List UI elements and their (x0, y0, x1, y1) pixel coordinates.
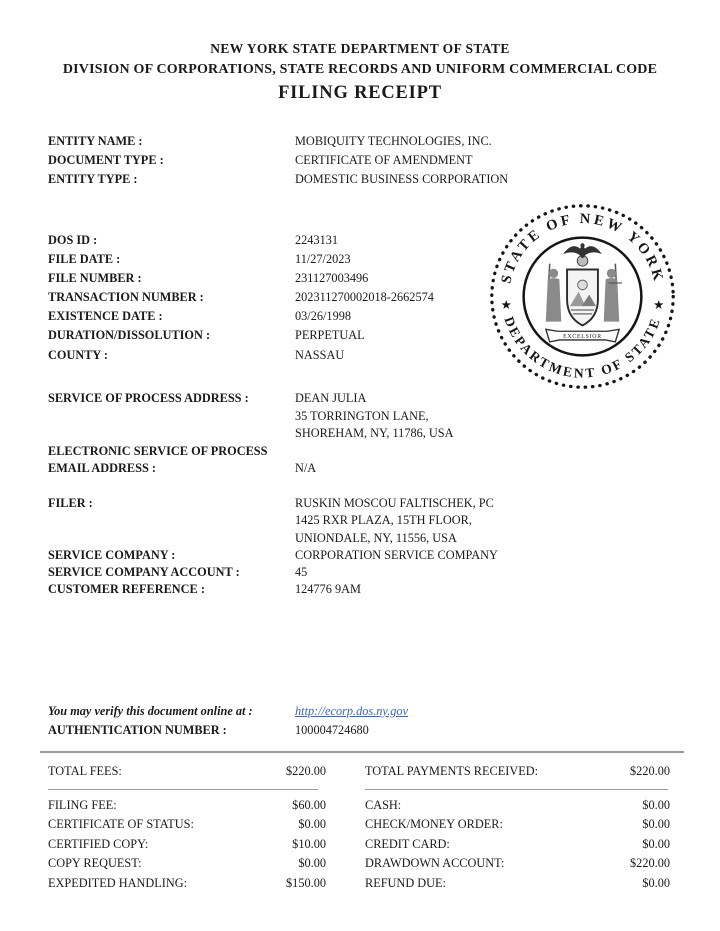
filing-details-section (48, 231, 434, 365)
drawdown-account-row (365, 854, 670, 873)
seal-right-star-icon: ★ (653, 298, 665, 313)
file-date-value: 11/27/2023 (295, 252, 351, 267)
total-fees-value: $220.00 (286, 764, 326, 778)
total-fees-label: TOTAL FEES: (48, 764, 122, 778)
duration-dissolution-label: DURATION/DISSOLUTION : (48, 328, 211, 343)
document-type-label: DOCUMENT TYPE : (48, 153, 164, 168)
existence-date-row (48, 307, 434, 326)
filer-row (48, 495, 498, 512)
seal-left-star-icon: ★ (500, 298, 512, 313)
fees-breakdown (48, 796, 326, 893)
file-number-label: FILE NUMBER : (48, 271, 142, 286)
customer-reference-value: 124776 9AM (295, 582, 361, 597)
total-fees-row (48, 761, 326, 781)
duration-dissolution-value: PERPETUAL (295, 328, 365, 343)
check-money-order-label: CHECK/MONEY ORDER: (365, 817, 503, 832)
service-company-account-value: 45 (295, 565, 308, 580)
filer-line3: UNIONDALE, NY, 11556, USA (295, 530, 457, 545)
service-of-process-section (48, 390, 454, 478)
authentication-number-label: AUTHENTICATION NUMBER : (48, 722, 227, 737)
sop-address-label: SERVICE OF PROCESS ADDRESS : (48, 391, 249, 405)
entity-type-row (48, 170, 508, 189)
drawdown-account-value: $220.00 (630, 856, 670, 871)
expedited-handling-value: $150.00 (286, 875, 326, 890)
sop-address-row (48, 390, 454, 408)
ny-department-of-state-seal (486, 200, 679, 393)
authentication-number-value: 100004724680 (295, 722, 369, 737)
copy-request-value: $0.00 (298, 856, 326, 871)
file-date-label: FILE DATE : (48, 252, 121, 267)
dos-id-label: DOS ID : (48, 233, 98, 247)
drawdown-account-label: DRAWDOWN ACCOUNT: (365, 856, 505, 871)
expedited-handling-label: EXPEDITED HANDLING: (48, 875, 188, 890)
filing-fee-row (48, 796, 326, 815)
existence-date-value: 03/26/1998 (295, 309, 352, 324)
seal-bottom-text: DEPARTMENT OF STATE (501, 314, 664, 381)
file-number-value: 231127003496 (295, 271, 369, 286)
certificate-of-status-label: CERTIFICATE OF STATUS: (48, 817, 194, 832)
service-company-label: SERVICE COMPANY : (48, 547, 176, 562)
filer-section (48, 495, 498, 599)
customer-reference-row (48, 581, 498, 598)
certified-copy-row (48, 835, 326, 854)
certificate-of-status-row (48, 815, 326, 834)
service-company-value: CORPORATION SERVICE COMPANY (295, 547, 498, 562)
sop-address-row3 (48, 425, 454, 443)
check-money-order-value: $0.00 (642, 817, 670, 832)
electronic-sop-label: ELECTRONIC SERVICE OF PROCESS (48, 443, 268, 458)
verify-online-row (48, 702, 408, 721)
filer-row3 (48, 530, 498, 547)
refund-due-row (365, 874, 670, 893)
county-row (48, 346, 434, 365)
payments-breakdown (365, 796, 670, 893)
copy-request-row (48, 854, 326, 873)
verify-url-link[interactable]: http://ecorp.dos.ny.gov (295, 704, 409, 718)
cash-row (365, 796, 670, 815)
refund-due-value: $0.00 (642, 875, 670, 890)
email-address-row (48, 460, 454, 478)
transaction-number-label: TRANSACTION NUMBER : (48, 290, 204, 305)
file-number-row (48, 269, 434, 288)
sop-address-row2 (48, 408, 454, 426)
customer-reference-label: CUSTOMER REFERENCE : (48, 582, 205, 597)
excelsior-banner (546, 329, 619, 342)
document-type-value: CERTIFICATE OF AMENDMENT (295, 153, 473, 168)
sop-address-line2: 35 TORRINGTON LANE, (295, 408, 429, 423)
shield-icon (567, 269, 598, 325)
certificate-of-status-value: $0.00 (298, 817, 326, 832)
agency-name: NEW YORK STATE DEPARTMENT OF STATE (210, 41, 510, 56)
transaction-number-row (48, 288, 434, 307)
fees-column-divider (48, 789, 318, 790)
total-payments-label: TOTAL PAYMENTS RECEIVED: (365, 764, 539, 778)
horizontal-divider (40, 751, 684, 753)
filing-fee-value: $60.00 (292, 798, 326, 812)
duration-dissolution-row (48, 326, 434, 345)
refund-due-label: REFUND DUE: (365, 875, 446, 890)
credit-card-label: CREDIT CARD: (365, 836, 450, 851)
entity-name-value: MOBIQUITY TECHNOLOGIES, INC. (295, 134, 492, 148)
document-type-row (48, 151, 508, 170)
spacer-label (48, 512, 295, 529)
sop-address-line3: SHOREHAM, NY, 11786, USA (295, 426, 454, 440)
cash-label: CASH: (365, 798, 402, 812)
transaction-number-value: 202311270002018-2662574 (295, 290, 434, 305)
copy-request-label: COPY REQUEST: (48, 856, 142, 871)
entity-type-label: ENTITY TYPE : (48, 172, 138, 187)
division-name: DIVISION OF CORPORATIONS, STATE RECORDS AND UNIFORM COMMERCIAL CODE (62, 62, 658, 77)
spacer-value (295, 443, 454, 461)
county-label: COUNTY : (48, 347, 109, 362)
total-payments-value: $220.00 (630, 764, 670, 778)
verify-online-label: You may verify this document online at : (48, 704, 253, 718)
sop-address-line1: DEAN JULIA (295, 391, 367, 405)
entity-type-value: DOMESTIC BUSINESS CORPORATION (295, 172, 509, 187)
credit-card-row (365, 835, 670, 854)
spacer-label (48, 408, 295, 426)
dos-id-row (48, 231, 434, 250)
check-money-order-row (365, 815, 670, 834)
seal-top-text: STATE OF NEW YORK (498, 210, 667, 286)
electronic-sop-row (48, 443, 454, 461)
total-payments-row (365, 761, 670, 781)
cash-value: $0.00 (642, 798, 670, 812)
filer-row2 (48, 512, 498, 529)
email-address-value: N/A (295, 461, 317, 475)
seal-motto-text: EXCELSIOR (563, 333, 602, 340)
email-address-label: EMAIL ADDRESS : (48, 461, 156, 475)
page-title: FILING RECEIPT (278, 83, 442, 103)
existence-date-label: EXISTENCE DATE : (48, 309, 163, 324)
spacer-label (48, 425, 295, 443)
entity-name-label: ENTITY NAME : (48, 134, 143, 148)
filing-fee-label: FILING FEE: (48, 798, 117, 812)
certified-copy-value: $10.00 (292, 836, 326, 851)
filer-label: FILER : (48, 496, 93, 510)
entity-name-row (48, 132, 508, 151)
filer-line2: 1425 RXR PLAZA, 15TH FLOOR, (295, 513, 472, 528)
certified-copy-label: CERTIFIED COPY: (48, 836, 149, 851)
county-value: NASSAU (295, 347, 345, 362)
verification-section (48, 702, 408, 739)
service-company-account-label: SERVICE COMPANY ACCOUNT : (48, 565, 240, 580)
dos-id-value: 2243131 (295, 233, 339, 247)
service-company-row (48, 547, 498, 564)
filer-line1: RUSKIN MOSCOU FALTISCHEK, PC (295, 496, 494, 510)
entity-section (48, 132, 508, 190)
expedited-handling-row (48, 874, 326, 893)
authentication-number-row (48, 721, 408, 740)
service-company-account-row (48, 564, 498, 581)
payments-column-divider (365, 789, 668, 790)
credit-card-value: $0.00 (642, 836, 670, 851)
spacer-label (48, 530, 295, 547)
file-date-row (48, 250, 434, 269)
